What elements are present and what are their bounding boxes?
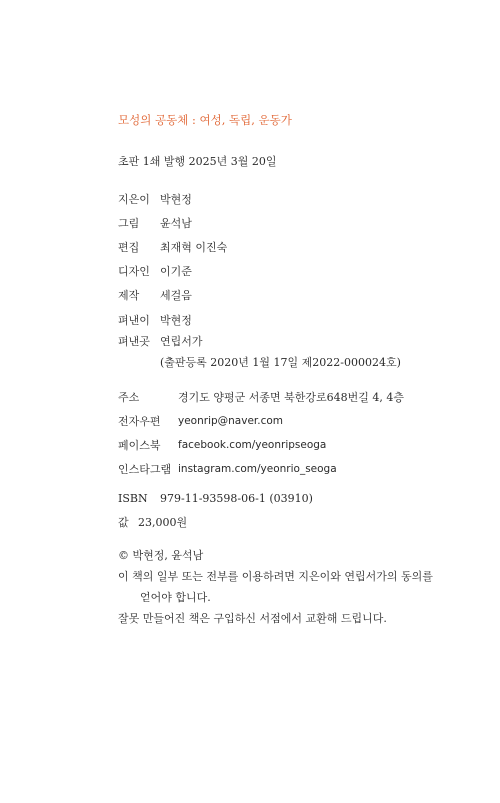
price-value: 23,000원 xyxy=(138,516,188,529)
contact-label: 전자우편 xyxy=(118,415,161,428)
contact-section xyxy=(118,385,404,481)
isbn-section xyxy=(118,486,313,534)
credit-label: 제작 xyxy=(118,289,140,302)
publishing-house-value: 연립서가 xyxy=(160,334,203,348)
contact-row-instagram xyxy=(118,457,404,481)
credit-value: 세걸음 xyxy=(160,289,192,302)
publishing-house-row xyxy=(118,330,401,351)
contact-row-facebook xyxy=(118,433,404,457)
credits-section xyxy=(118,187,227,307)
registration-info: (출판등록 2020년 1월 17일 제2022-000024호) xyxy=(160,355,401,369)
credit-row-production xyxy=(118,283,227,307)
edition-info: 초판 1쇄 발행 2025년 3월 20일 xyxy=(118,155,277,168)
book-title: 모성의 공동체 : 여성, 독립, 운동가 xyxy=(118,113,292,127)
credit-value: 박현정 xyxy=(160,193,192,206)
contact-label: 페이스북 xyxy=(118,439,161,452)
publisher-row xyxy=(118,309,401,330)
copyright-holder: © 박현정, 윤석남 xyxy=(118,548,204,562)
publisher-label: 펴낸이 xyxy=(118,313,150,327)
credit-row-author xyxy=(118,187,227,211)
credit-label: 편집 xyxy=(118,241,140,254)
isbn-row xyxy=(118,486,313,510)
email-link[interactable]: yeonrip@naver.com xyxy=(178,415,284,427)
facebook-link[interactable]: facebook.com/yeonripseoga xyxy=(178,439,327,451)
contact-label: 주소 xyxy=(118,391,140,404)
credit-label: 디자인 xyxy=(118,265,150,278)
price-label: 값 xyxy=(118,516,129,529)
publisher-value: 박현정 xyxy=(160,313,192,327)
copyright-section xyxy=(118,544,433,628)
credit-label: 그림 xyxy=(118,217,140,230)
credit-value: 최재혁 이진숙 xyxy=(160,241,228,254)
isbn-value: 979-11-93598-06-1 (03910) xyxy=(160,491,313,505)
copyright-notice: 이 책의 일부 또는 전부를 이용하려면 지은이와 연립서가의 동의를 xyxy=(118,569,433,583)
credit-row-illustrator xyxy=(118,211,227,235)
address-value: 경기도 양평군 서종면 북한강로648번길 4, 4층 xyxy=(178,391,404,404)
credit-value: 이기준 xyxy=(160,265,192,278)
publishing-house-label: 펴낸곳 xyxy=(118,334,150,348)
contact-label: 인스타그램 xyxy=(118,463,172,476)
copyright-notice-cont: 얻어야 합니다. xyxy=(140,590,211,604)
credit-label: 지은이 xyxy=(118,193,150,206)
exchange-notice: 잘못 만들어진 책은 구입하신 서점에서 교환해 드립니다. xyxy=(118,611,387,625)
credit-row-editor xyxy=(118,235,227,259)
contact-row-email xyxy=(118,409,404,433)
contact-row-address xyxy=(118,385,404,409)
isbn-label: ISBN xyxy=(118,491,148,505)
credit-row-designer xyxy=(118,259,227,283)
publisher-section xyxy=(118,309,401,372)
price-row xyxy=(118,510,313,534)
instagram-link[interactable]: instagram.com/yeonrio_seoga xyxy=(178,463,337,475)
credit-value: 윤석남 xyxy=(160,217,192,230)
